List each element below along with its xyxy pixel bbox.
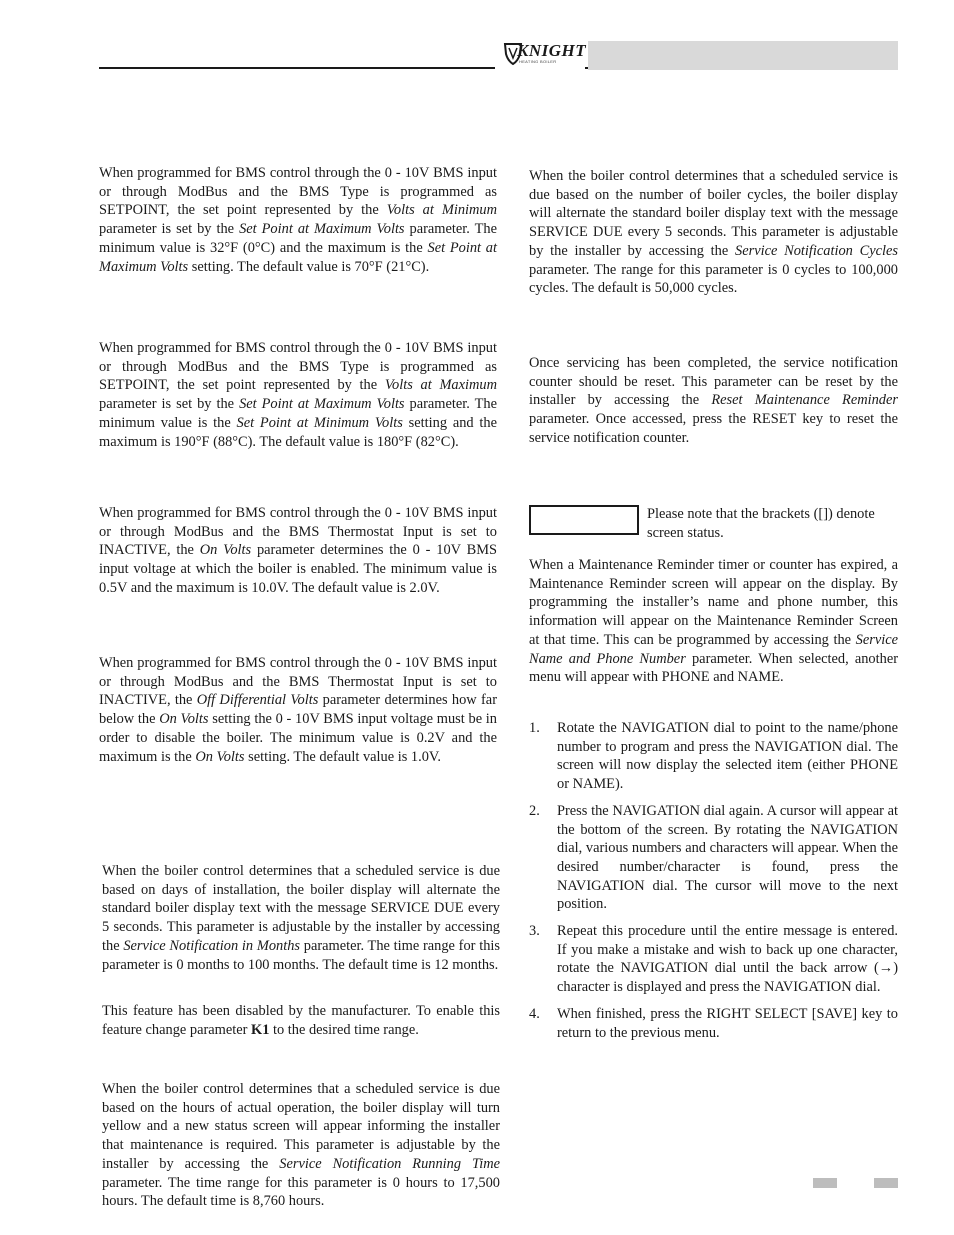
step-number: 2. xyxy=(529,802,540,819)
note-label-box xyxy=(529,505,639,535)
list-item xyxy=(529,922,898,997)
feature-disabled-paragraph: This feature has been disabled by the manufacturer. To enable this feature change parameter K1 to the desired time range. xyxy=(102,1003,500,1038)
step-number: 3. xyxy=(529,923,540,940)
step-text: Repeat this procedure until the entire message is entered. If you make a mistake and wish to back up one character, rotate the NAVIGATION dial until the back arrow (→) character is displayed and press the NAVIGATION dial. xyxy=(557,923,898,996)
logo-tagline: HEATING BOILER xyxy=(519,59,557,64)
maintenance-reminder-paragraph: When a Maintenance Reminder timer or counter has expired, a Maintenance Reminder screen will appear on the display. By programming the installer’s name and phone number, this information will appear on the Maintenance Reminder Screen at that time. This can be programmed by accessing the Service Name and Phone Number parameter. When selected, another menu will appear with PHONE and NAME. xyxy=(529,557,899,686)
step-text: When finished, press the RIGHT SELECT [SAVE] key to return to the previous menu. xyxy=(557,1005,898,1041)
page-marker-left xyxy=(813,1178,837,1188)
bms-volts-at-minimum-paragraph: When programmed for BMS control through the 0 - 10V BMS input or through ModBus and the BMS Type is programmed as SETPOINT, the set point represented by the Volts at Minimum parameter is set by the Set Point at Maximum Volts parameter. The minimum value is 32°F (0°C) and the maximum is the Set Point at Maximum Volts setting. The default value is 70°F (21°C). xyxy=(99,165,497,275)
service-notification-cycles-paragraph: When the boiler control determines that a scheduled service is due based on the number of boiler cycles, the boiler display will alternate the standard boiler display text with the message SERVICE DUE every 5 seconds. This parameter is adjustable by the installer by accessing the Service Notification Cycles parameter. The range for this parameter is 0 cycles to 100,000 cycles. The default is 50,000 cycles. xyxy=(529,168,898,297)
step-text: Press the NAVIGATION dial again. A cursor will appear at the bottom of the screen. By rotating the NAVIGATION dial, various numbers and characters will appear. When the desired number/character is found, press the NAVIGATION dial. The cursor will move to the next position. xyxy=(557,802,898,913)
step-number: 1. xyxy=(529,720,540,736)
list-item xyxy=(529,802,898,914)
header-band xyxy=(588,41,898,70)
procedure-steps xyxy=(529,719,898,1042)
service-notification-months-paragraph: When the boiler control determines that a scheduled service is due based on days of installation, the boiler display will alternate the standard boiler display text with the message SERVICE DUE every 5 seconds. This parameter is adjustable by the installer by accessing the Service Notification in Months parameter. The time range for this parameter is 0 months to 100 months. The default time is 12 months. xyxy=(102,863,500,973)
reset-maintenance-reminder-paragraph: Once servicing has been completed, the service notification counter should be reset. This parameter can be reset by the installer by accessing the Reset Maintenance Reminder parameter. Once accessed, press the RESET key to reset the service notification counter. xyxy=(529,355,898,446)
note-text: Please note that the brackets ([]) denote screen status. xyxy=(647,506,875,541)
list-item xyxy=(529,719,898,794)
knight-logo xyxy=(495,38,585,70)
step-text: Rotate the NAVIGATION dial to point to the name/phone number to program and press the NAVIGATION dial. The screen will now display the selected item (either PHONE or NAME). xyxy=(557,720,898,793)
page-marker-right xyxy=(874,1178,898,1188)
bms-on-volts-paragraph: When programmed for BMS control through the 0 - 10V BMS input or through ModBus and the BMS Thermostat Input is set to INACTIVE, the On Volts parameter determines the 0 - 10V BMS input voltage at which the boiler is enabled. The minimum value is 0.5V and the maximum is 10.0V. The default value is 2.0V. xyxy=(99,505,497,596)
bms-volts-at-maximum-paragraph: When programmed for BMS control through the 0 - 10V BMS input or through ModBus and the BMS Type is programmed as SETPOINT, the set point represented by the Volts at Maximum parameter is set by the Set Point at Maximum Volts parameter. The minimum value is the Set Point at Minimum Volts setting and the maximum is 190°F (88°C). The default value is 180°F (82°C). xyxy=(99,340,497,450)
logo-text: KNIGHT xyxy=(517,41,587,60)
service-notification-running-time-paragraph: When the boiler control determines that a scheduled service is due based on the hours of actual operation, the boiler display will turn yellow and a new status screen will appear informing the installer that maintenance is required. This parameter is adjustable by the installer by accessing the Service Notification Running Time parameter. The time range for this parameter is 0 hours to 17,500 hours. The default time is 8,760 hours. xyxy=(102,1081,500,1210)
step-number: 4. xyxy=(529,1005,540,1022)
list-item xyxy=(529,1005,898,1042)
bms-off-differential-volts-paragraph: When programmed for BMS control through the 0 - 10V BMS input or through ModBus and the BMS Thermostat Input is set to INACTIVE, the Off Differential Volts parameter determines how far below the On Volts setting the 0 - 10V BMS input voltage must be in order to disable the boiler. The minimum value is 0.2V and the maximum is the On Volts setting. The default value is 1.0V. xyxy=(99,655,498,765)
